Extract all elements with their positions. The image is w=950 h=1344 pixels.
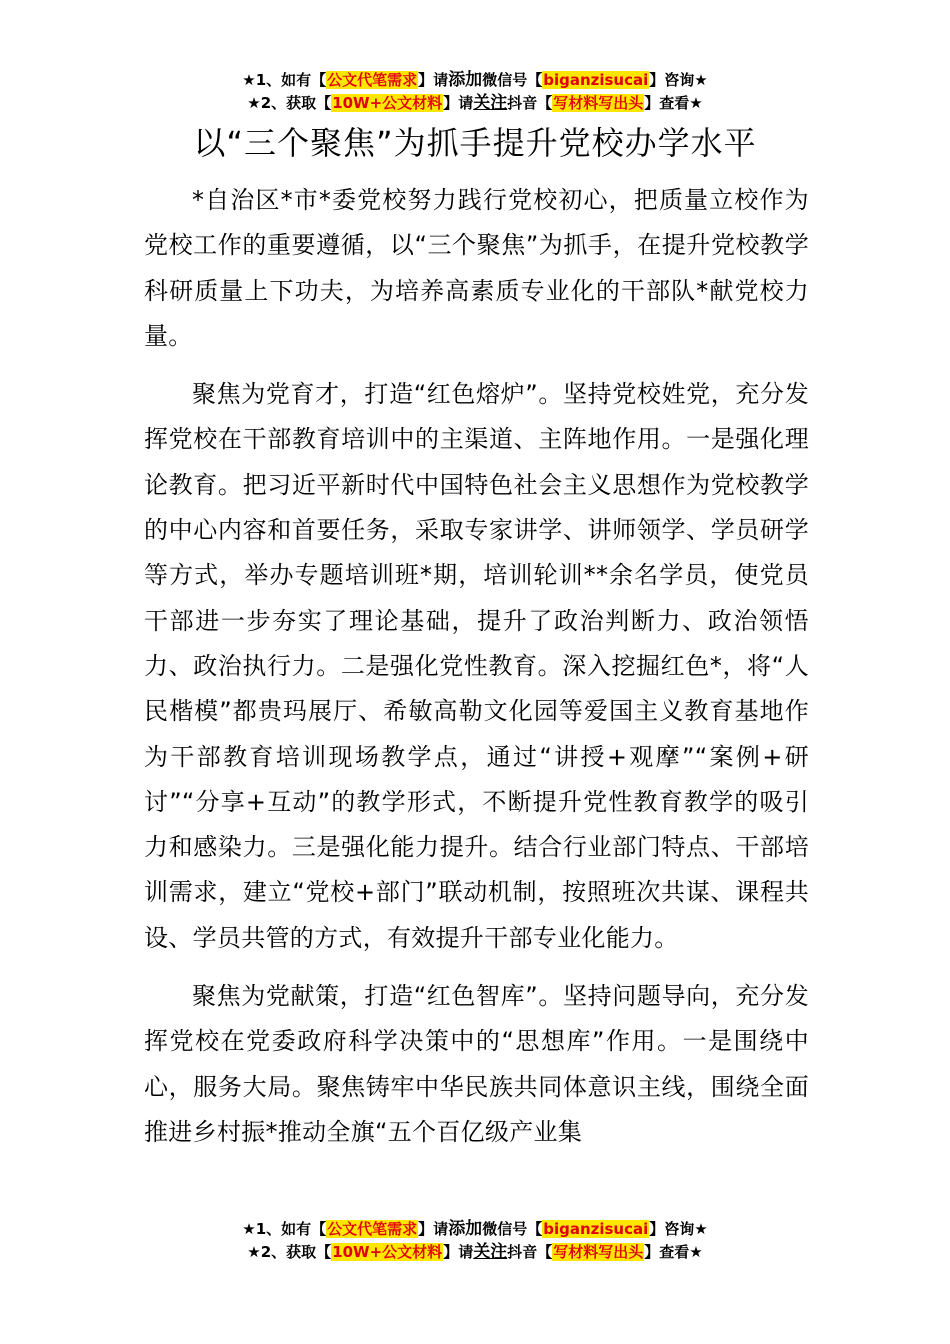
paragraph: *自治区*市*委党校努力践行党校初心，把质量立校作为党校工作的重要遵循，以“三个聚焦”为抓手，在提升党校教学科研质量上下功夫，为培养高素质专业化的干部队*献党校力量。 bbox=[144, 186, 809, 350]
promo-highlight: 10W+公文材料 bbox=[332, 94, 443, 112]
promo-line-2: ★2、获取【10W+公文材料】请关注抖音【写材料写出头】查看★ bbox=[247, 1242, 703, 1262]
document-title: 以“三个聚焦”为抓手提升党校办学水平 bbox=[193, 124, 757, 162]
header-promo-banner bbox=[0, 69, 950, 115]
promo-highlight: 公文代笔需求 bbox=[327, 71, 418, 89]
promo-highlight: 写材料写出头 bbox=[553, 1243, 644, 1261]
promo-highlight: 10W+公文材料 bbox=[332, 1243, 443, 1261]
promo-highlight: biganzisucai bbox=[543, 71, 649, 89]
promo-line-1: ★1、如有【公文代笔需求】请添加微信号【biganzisucai】咨询★ bbox=[242, 70, 708, 90]
promo-line-1: ★1、如有【公文代笔需求】请添加微信号【biganzisucai】咨询★ bbox=[242, 1219, 708, 1239]
document-body bbox=[144, 178, 809, 1168]
promo-highlight: biganzisucai bbox=[543, 1220, 649, 1238]
promo-line-2: ★2、获取【10W+公文材料】请关注抖音【写材料写出头】查看★ bbox=[247, 93, 703, 113]
paragraph: 聚焦为党育才，打造“红色熔炉”。坚持党校姓党，充分发挥党校在干部教育培训中的主渠道、主阵地作用。一是强化理论教育。把习近平新时代中国特色社会主义思想作为党校教学的中心内容和首要任务，采取专家讲学、讲师领学、学员研学等方式，举办专题培训班*期，培训轮训**余名学员，使党员干部进一步夯实了理论基础，提升了政治判断力、政治领悟力、政治执行力。二是强化党性教育。深入挖掘红色*，将“人民楷模”都贵玛展厅、希敏高勒文化园等爱国主义教育基地作为干部教育培训现场教学点，通过“讲授+观摩”“案例+研讨”“分享+互动”的教学形式，不断提升党性教育教学的吸引力和感染力。三是强化能力提升。结合行业部门特点、干部培训需求，建立“党校+部门”联动机制，按照班次共谋、课程共设、学员共管的方式，有效提升干部专业化能力。 bbox=[144, 380, 810, 952]
paragraph: 聚焦为党献策，打造“红色智库”。坚持问题导向，充分发挥党校在党委政府科学决策中的“思想库”作用。一是围绕中心，服务大局。聚焦铸牢中华民族共同体意识主线，围绕全面推进乡村振*推动全旗“五个百亿级产业集 bbox=[144, 982, 809, 1146]
promo-highlight: 公文代笔需求 bbox=[327, 1220, 418, 1238]
promo-highlight: 写材料写出头 bbox=[553, 94, 644, 112]
footer-promo-banner bbox=[0, 1218, 950, 1264]
